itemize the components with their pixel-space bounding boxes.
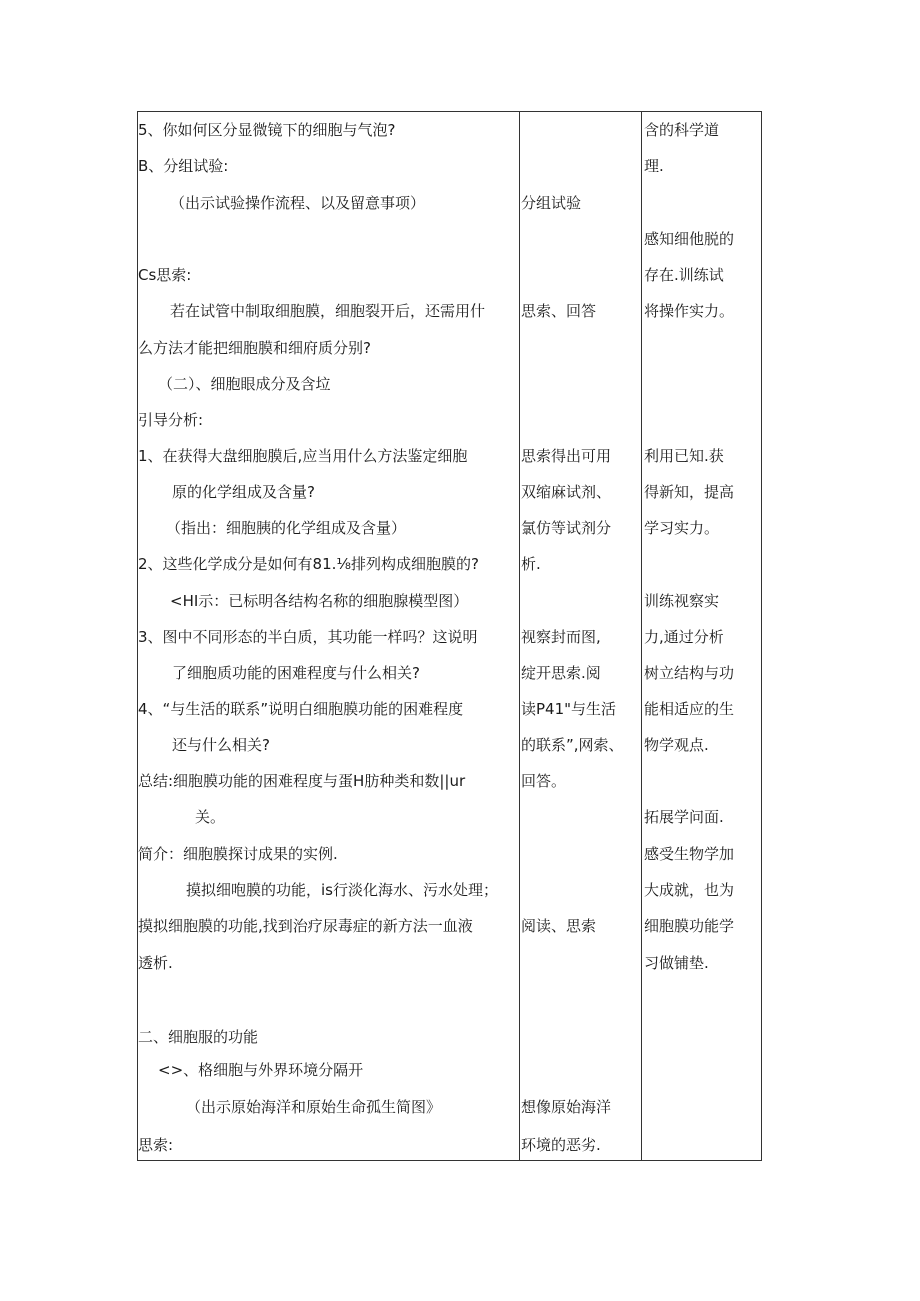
activity-2-line-3: 氯仿等试剂分	[521, 519, 612, 537]
activity-3-line-2: 绽开思索.阅	[521, 664, 601, 682]
activity-2-line-1: 思索得出可用	[521, 447, 612, 465]
intent-5-line-1: 拓展学问面.	[644, 808, 724, 826]
function-item-1: <>、格细胞与外界环境分隔开	[158, 1061, 364, 1079]
intent-2-line-1: 感知细他脱的	[644, 230, 735, 248]
activity-read-think: 阅读、思索	[521, 917, 597, 935]
column-divider-2	[641, 111, 642, 1161]
intro-line-2: 摸拟细胞膜的功能,找到治疗尿毒症的新方法一血液	[138, 917, 473, 935]
activity-group-experiment: 分组试验	[521, 194, 582, 212]
intent-4-line-5: 物学观点.	[644, 736, 709, 754]
guide-item-1-line-2: 原的化学组成及含量?	[172, 483, 315, 501]
table-border-right	[761, 111, 762, 1161]
column-divider-1	[519, 111, 520, 1161]
guide-item-2-note: <HI示：已标明各结构名称的细胞腺模型图）	[170, 592, 469, 610]
guide-item-1-line-1: 1、在获得大盘细胞膜后,应当用什么方法鉴定细胞	[138, 447, 468, 465]
group-experiment-heading: B、分组试验:	[138, 157, 229, 175]
intro-line-3: 透析.	[138, 954, 173, 972]
table-border-bottom	[137, 1160, 762, 1161]
function-think: 思索:	[138, 1136, 174, 1154]
guide-item-3-line-1: 3、图中不同形态的半白质，其功能一样吗？这说明	[138, 628, 478, 646]
guide-item-3-line-2: 了细胞质功能的困难程度与什么相关?	[172, 664, 420, 682]
intent-5-line-4: 细胞膜功能学	[644, 917, 735, 935]
intent-1-line-1: 含的科学道	[644, 121, 720, 139]
guide-item-1-note: （指出：细胞胰的化学组成及含量）	[166, 519, 407, 537]
activity-4-line-1: 想像原始海洋	[521, 1098, 612, 1116]
function-item-1-note: （出示原始海洋和原始生命孤生简图》	[186, 1098, 442, 1116]
intent-5-line-5: 习做铺垫.	[644, 954, 709, 972]
intent-3-line-2: 得新知，提高	[644, 483, 735, 501]
intro-heading: 简介：细胞膜探讨成果的实例.	[138, 845, 338, 863]
intent-2-line-3: 将操作实力。	[644, 302, 735, 320]
intent-3-line-1: 利用已知.获	[644, 447, 724, 465]
guide-heading: 引导分析:	[138, 411, 204, 429]
intent-4-line-3: 树立结构与功	[644, 664, 735, 682]
section-2-heading: （二）、细胞眼成分及含垃	[158, 375, 331, 393]
intent-2-line-2: 存在.训练试	[644, 266, 724, 284]
intent-5-line-3: 大成就，也为	[644, 881, 735, 899]
intro-line-1: 摸拟细咆膜的功能，is行淡化海水、污水处理；	[186, 881, 498, 899]
activity-3-line-4: 的联系”,网索、	[521, 736, 624, 754]
guide-item-2: 2、这些化学成分是如何有81.⅛排列构成细胞膜的?	[138, 555, 479, 573]
think-heading: Cs思索:	[138, 266, 192, 284]
activity-think-answer: 思索、回答	[521, 302, 597, 320]
intent-4-line-2: 力,通过分析	[644, 628, 724, 646]
summary-line-1: 总结:细胞膜功能的困难程度与蛋H肪种类和数||ur	[138, 772, 466, 790]
activity-3-line-3: 读P41"与生活	[521, 700, 617, 718]
function-heading: 二、细胞服的功能	[138, 1028, 259, 1046]
intent-4-line-4: 能相适应的生	[644, 700, 735, 718]
guide-item-4-line-1: 4、“与生活的联系”说明白细胞膜功能的困难程度	[138, 700, 464, 718]
question-5: 5、你如何区分显微镜下的细胞与气泡?	[138, 121, 396, 139]
activity-2-line-4: 析.	[521, 555, 541, 573]
intent-1-line-2: 理.	[644, 157, 664, 175]
intent-4-line-1: 训练视察实	[644, 592, 720, 610]
activity-4-line-2: 环境的恶劣.	[521, 1136, 601, 1154]
activity-3-line-1: 视察封而图,	[521, 628, 601, 646]
table-border-top	[137, 111, 762, 112]
group-experiment-note: （出示试验操作流程、以及留意事项）	[170, 194, 426, 212]
summary-line-2: 关。	[195, 808, 226, 826]
think-question-line-2: 么方法才能把细胞膜和细府质分别?	[138, 339, 371, 357]
activity-2-line-2: 双缩麻试剂、	[521, 483, 612, 501]
intent-5-line-2: 感受生物学加	[644, 845, 735, 863]
think-question-line-1: 若在试管中制取细胞膜，细胞裂开后，还需用什	[170, 302, 486, 320]
activity-3-line-5: 回答。	[521, 772, 567, 790]
guide-item-4-line-2: 还与什么相关?	[172, 736, 270, 754]
intent-3-line-3: 学习实力。	[644, 519, 720, 537]
